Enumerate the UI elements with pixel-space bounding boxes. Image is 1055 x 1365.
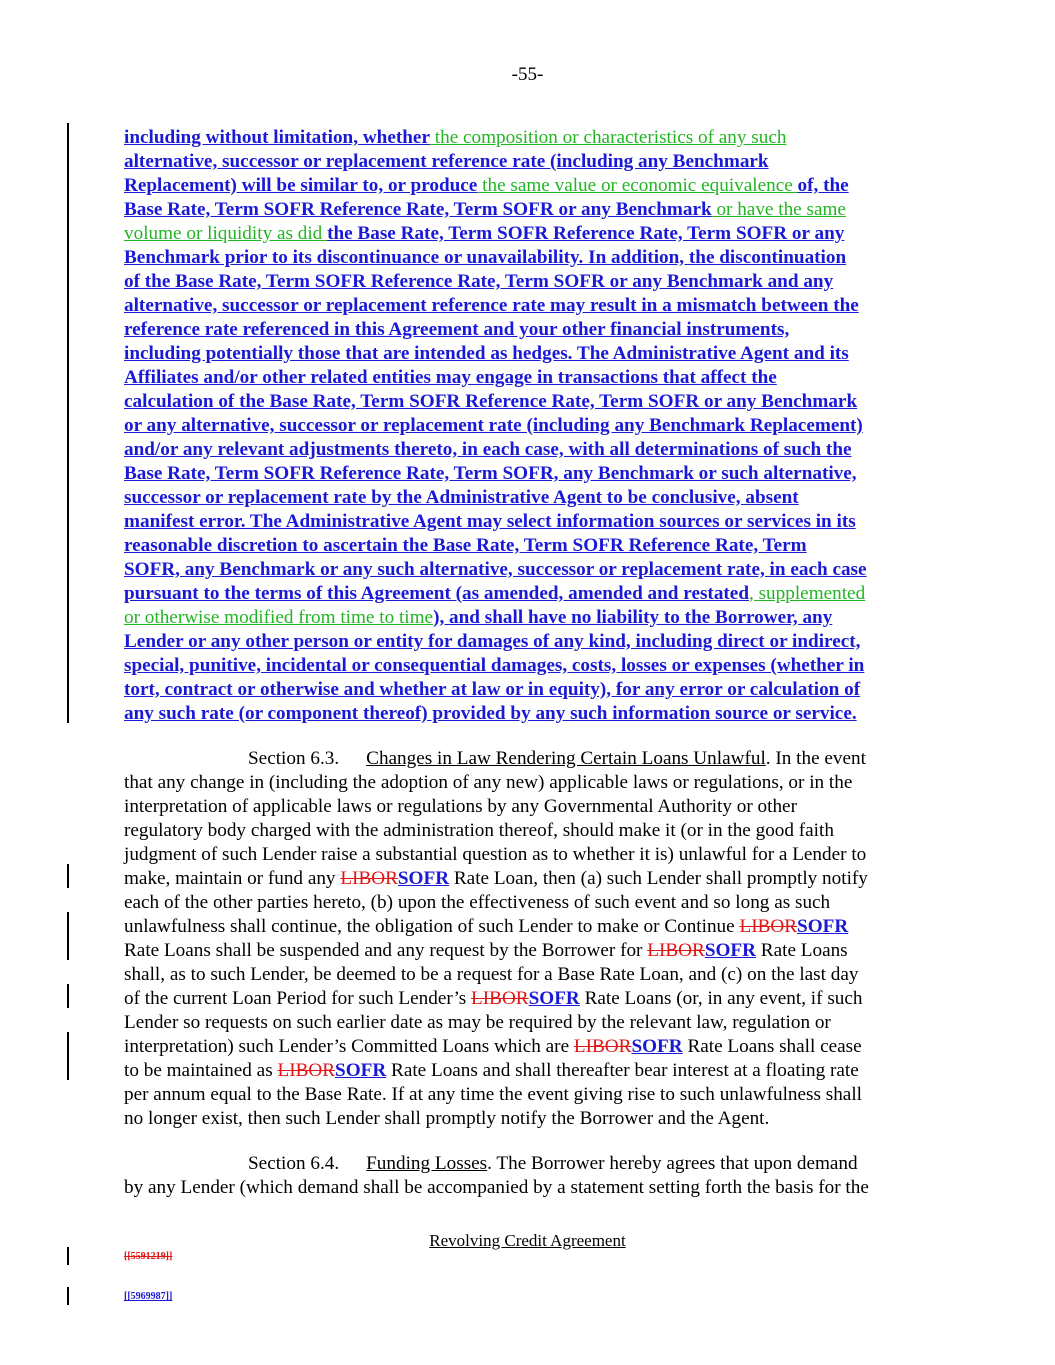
new-document-id: [[5969987]] (124, 1291, 173, 1302)
change-bar (67, 864, 69, 888)
text-run: of the current Loan Period for such Lender’s (124, 988, 472, 1009)
text-line (124, 294, 924, 318)
text-line (124, 342, 924, 366)
inserted-text: Base Rate, Term SOFR Reference Rate, Term SOFR, any Benchmark or such alternative, (124, 463, 857, 484)
inserted-text: calculation of the Base Rate, Term SOFR Reference Rate, Term SOFR or any Benchmark (124, 391, 858, 412)
inserted-text: SOFR, any Benchmark or any such alternative, successor or replacement rate, in each case (124, 559, 867, 580)
text-line (124, 246, 924, 270)
moved-text: the composition or characteristics of any such (429, 127, 787, 148)
deleted-text: LIBOR (471, 988, 529, 1009)
deleted-text: LIBOR (573, 1036, 632, 1057)
text-line (124, 987, 924, 1011)
text-run: Rate Loans shall be suspended and any request by the Borrower for (124, 940, 648, 961)
page-number: -55- (511, 64, 544, 85)
inserted-text: Replacement) will be similar to, or produce (124, 175, 478, 196)
text-line (124, 150, 924, 174)
text-line (124, 939, 924, 963)
text-run: Rate Loans and shall thereafter bear interest at a floating rate (386, 1060, 859, 1081)
section-number: Section 6.3. (248, 748, 340, 769)
moved-text: , supplemented (749, 583, 866, 604)
old-document-id: [[5591219]] (124, 1251, 173, 1262)
text-line: regulatory body charged with the administration thereof, should make it (or in the good faith (124, 820, 834, 841)
text-line (124, 510, 924, 534)
inserted-text: pursuant to the terms of this Agreement (as amended, amended and restated (124, 583, 749, 604)
text-line: that any change in (including the adoption of any new) applicable laws or regulations, or in the (124, 772, 853, 793)
text-line: each of the other parties hereto, (b) upon the effectiveness of such event and so long as such (124, 892, 831, 913)
text-line (124, 1035, 924, 1059)
inserted-text: Lender or any other person or entity for damages of any kind, including direct or indirect, (124, 631, 861, 652)
inserted-text: SOFR (797, 916, 849, 937)
text-line: by any Lender (which demand shall be accompanied by a statement setting forth the basis for the (124, 1177, 869, 1198)
change-bar (67, 1287, 69, 1305)
inserted-text: SOFR (335, 1060, 387, 1081)
text-line: judgment of such Lender raise a substantial question as to whether it is) unlawful for a Lender to (124, 844, 867, 865)
text-run: interpretation) such Lender’s Committed Loans which are (124, 1036, 574, 1057)
text-line (124, 198, 924, 222)
text-line (124, 702, 924, 726)
text-line (124, 867, 924, 891)
inserted-text: including potentially those that are intended as hedges. The Administrative Agent and its (124, 343, 849, 364)
inserted-text: special, punitive, incidental or consequential damages, costs, losses or expenses (whether in (124, 655, 865, 676)
text-line (124, 126, 924, 150)
inserted-text: or any alternative, successor or replacement rate (including any Benchmark Replacement) (124, 415, 863, 436)
deleted-text: LIBOR (739, 916, 798, 937)
moved-text: volume or liquidity as did (124, 223, 328, 244)
text-run: to be maintained as (124, 1060, 278, 1081)
inserted-text: Benchmark prior to its discontinuance or unavailability. In addition, the discontinuation (124, 247, 847, 268)
text-run: Rate Loans (756, 940, 848, 961)
inserted-text: ), and shall have no liability to the Borrower, any (433, 607, 833, 628)
change-bar (67, 123, 69, 723)
text-line (124, 462, 924, 486)
text-line (124, 654, 924, 678)
inserted-text: reference rate referenced in this Agreement and your other financial instruments, (124, 319, 790, 340)
inserted-text: and/or any relevant adjustments thereto, in each case, with all determinations of such the (124, 439, 852, 460)
text-run: . In the event (765, 748, 866, 769)
text-line (124, 222, 924, 246)
text-run: Rate Loans shall cease (682, 1036, 862, 1057)
text-line (124, 270, 924, 294)
text-line (124, 438, 924, 462)
moved-text: or otherwise modified from time to time (124, 607, 434, 628)
text-line (124, 1059, 924, 1083)
text-run: Rate Loan, then (a) such Lender shall promptly notify (449, 868, 868, 889)
text-line (124, 606, 924, 630)
text-line (124, 174, 924, 198)
text-line (124, 414, 924, 438)
change-bar (67, 984, 69, 1008)
inserted-text: successor or replacement rate by the Administrative Agent to be conclusive, absent (124, 487, 799, 508)
text-line (124, 630, 924, 654)
text-line: no longer exist, then such Lender shall promptly notify the Borrower and the Agent. (124, 1108, 770, 1129)
inserted-text: any such rate (or component thereof) provided by any such information source or service. (124, 703, 857, 724)
text-line (124, 915, 924, 939)
change-bar (67, 1032, 69, 1080)
text-line: per annum equal to the Base Rate. If at any time the event giving rise to such unlawfulness shall (124, 1084, 862, 1105)
text-line (124, 318, 924, 342)
inserted-text: SOFR (528, 988, 580, 1009)
text-run: Rate Loans (or, in any event, if such (579, 988, 863, 1009)
deleted-text: LIBOR (647, 940, 705, 961)
text-line: interpretation of applicable laws or regulations by any Governmental Authority or other (124, 796, 797, 817)
text-line (124, 366, 924, 390)
section-heading: Changes in Law Rendering Certain Loans Unlawful (366, 748, 766, 769)
text-run: make, maintain or fund any (124, 868, 341, 889)
text-line (124, 582, 924, 606)
inserted-text: reasonable discretion to ascertain the Base Rate, Term SOFR Reference Rate, Term (124, 535, 807, 556)
inserted-text: SOFR (631, 1036, 683, 1057)
deleted-text: LIBOR (340, 868, 398, 889)
section-heading-line (124, 1152, 924, 1176)
text-line (124, 486, 924, 510)
text-line (124, 390, 924, 414)
moved-text: or have the same (711, 199, 846, 220)
inserted-text: alternative, successor or replacement reference rate may result in a mismatch between the (124, 295, 859, 316)
text-line: Lender so requests on such earlier date as may be required by the relevant law, regulation or (124, 1012, 831, 1033)
inserted-text: Affiliates and/or other related entities may engage in transactions that affect the (124, 367, 777, 388)
inserted-text: SOFR (704, 940, 756, 961)
inserted-text: SOFR (397, 868, 450, 889)
section-heading-line (124, 747, 924, 771)
inserted-text: the Base Rate, Term SOFR Reference Rate, Term SOFR or any (327, 223, 845, 244)
text-line (124, 534, 924, 558)
footer-title: Revolving Credit Agreement (429, 1231, 626, 1250)
text-run: . The Borrower hereby agrees that upon demand (487, 1153, 858, 1174)
deleted-text: LIBOR (277, 1060, 336, 1081)
inserted-text: including without limitation, whether (124, 127, 430, 148)
section-heading: Funding Losses (366, 1153, 488, 1174)
text-run: unlawfulness shall continue, the obligation of such Lender to make or Continue (124, 916, 740, 937)
inserted-text: alternative, successor or replacement reference rate (including any Benchmark (124, 151, 769, 172)
inserted-text: of the Base Rate, Term SOFR Reference Rate, Term SOFR or any Benchmark and any (124, 271, 834, 292)
section-number: Section 6.4. (248, 1153, 340, 1174)
inserted-text: of, the (797, 175, 849, 196)
text-line: shall, as to such Lender, be deemed to be a request for a Base Rate Loan, and (c) on the last day (124, 964, 859, 985)
change-bar (67, 912, 69, 960)
moved-text: the same value or economic equivalence (477, 175, 798, 196)
text-line (124, 678, 924, 702)
inserted-text: manifest error. The Administrative Agent may select information sources or services in its (124, 511, 856, 532)
inserted-text: tort, contract or otherwise and whether at law or in equity), for any error or calculation of (124, 679, 861, 700)
text-line (124, 558, 924, 582)
inserted-text: Base Rate, Term SOFR Reference Rate, Term SOFR or any Benchmark (124, 199, 712, 220)
